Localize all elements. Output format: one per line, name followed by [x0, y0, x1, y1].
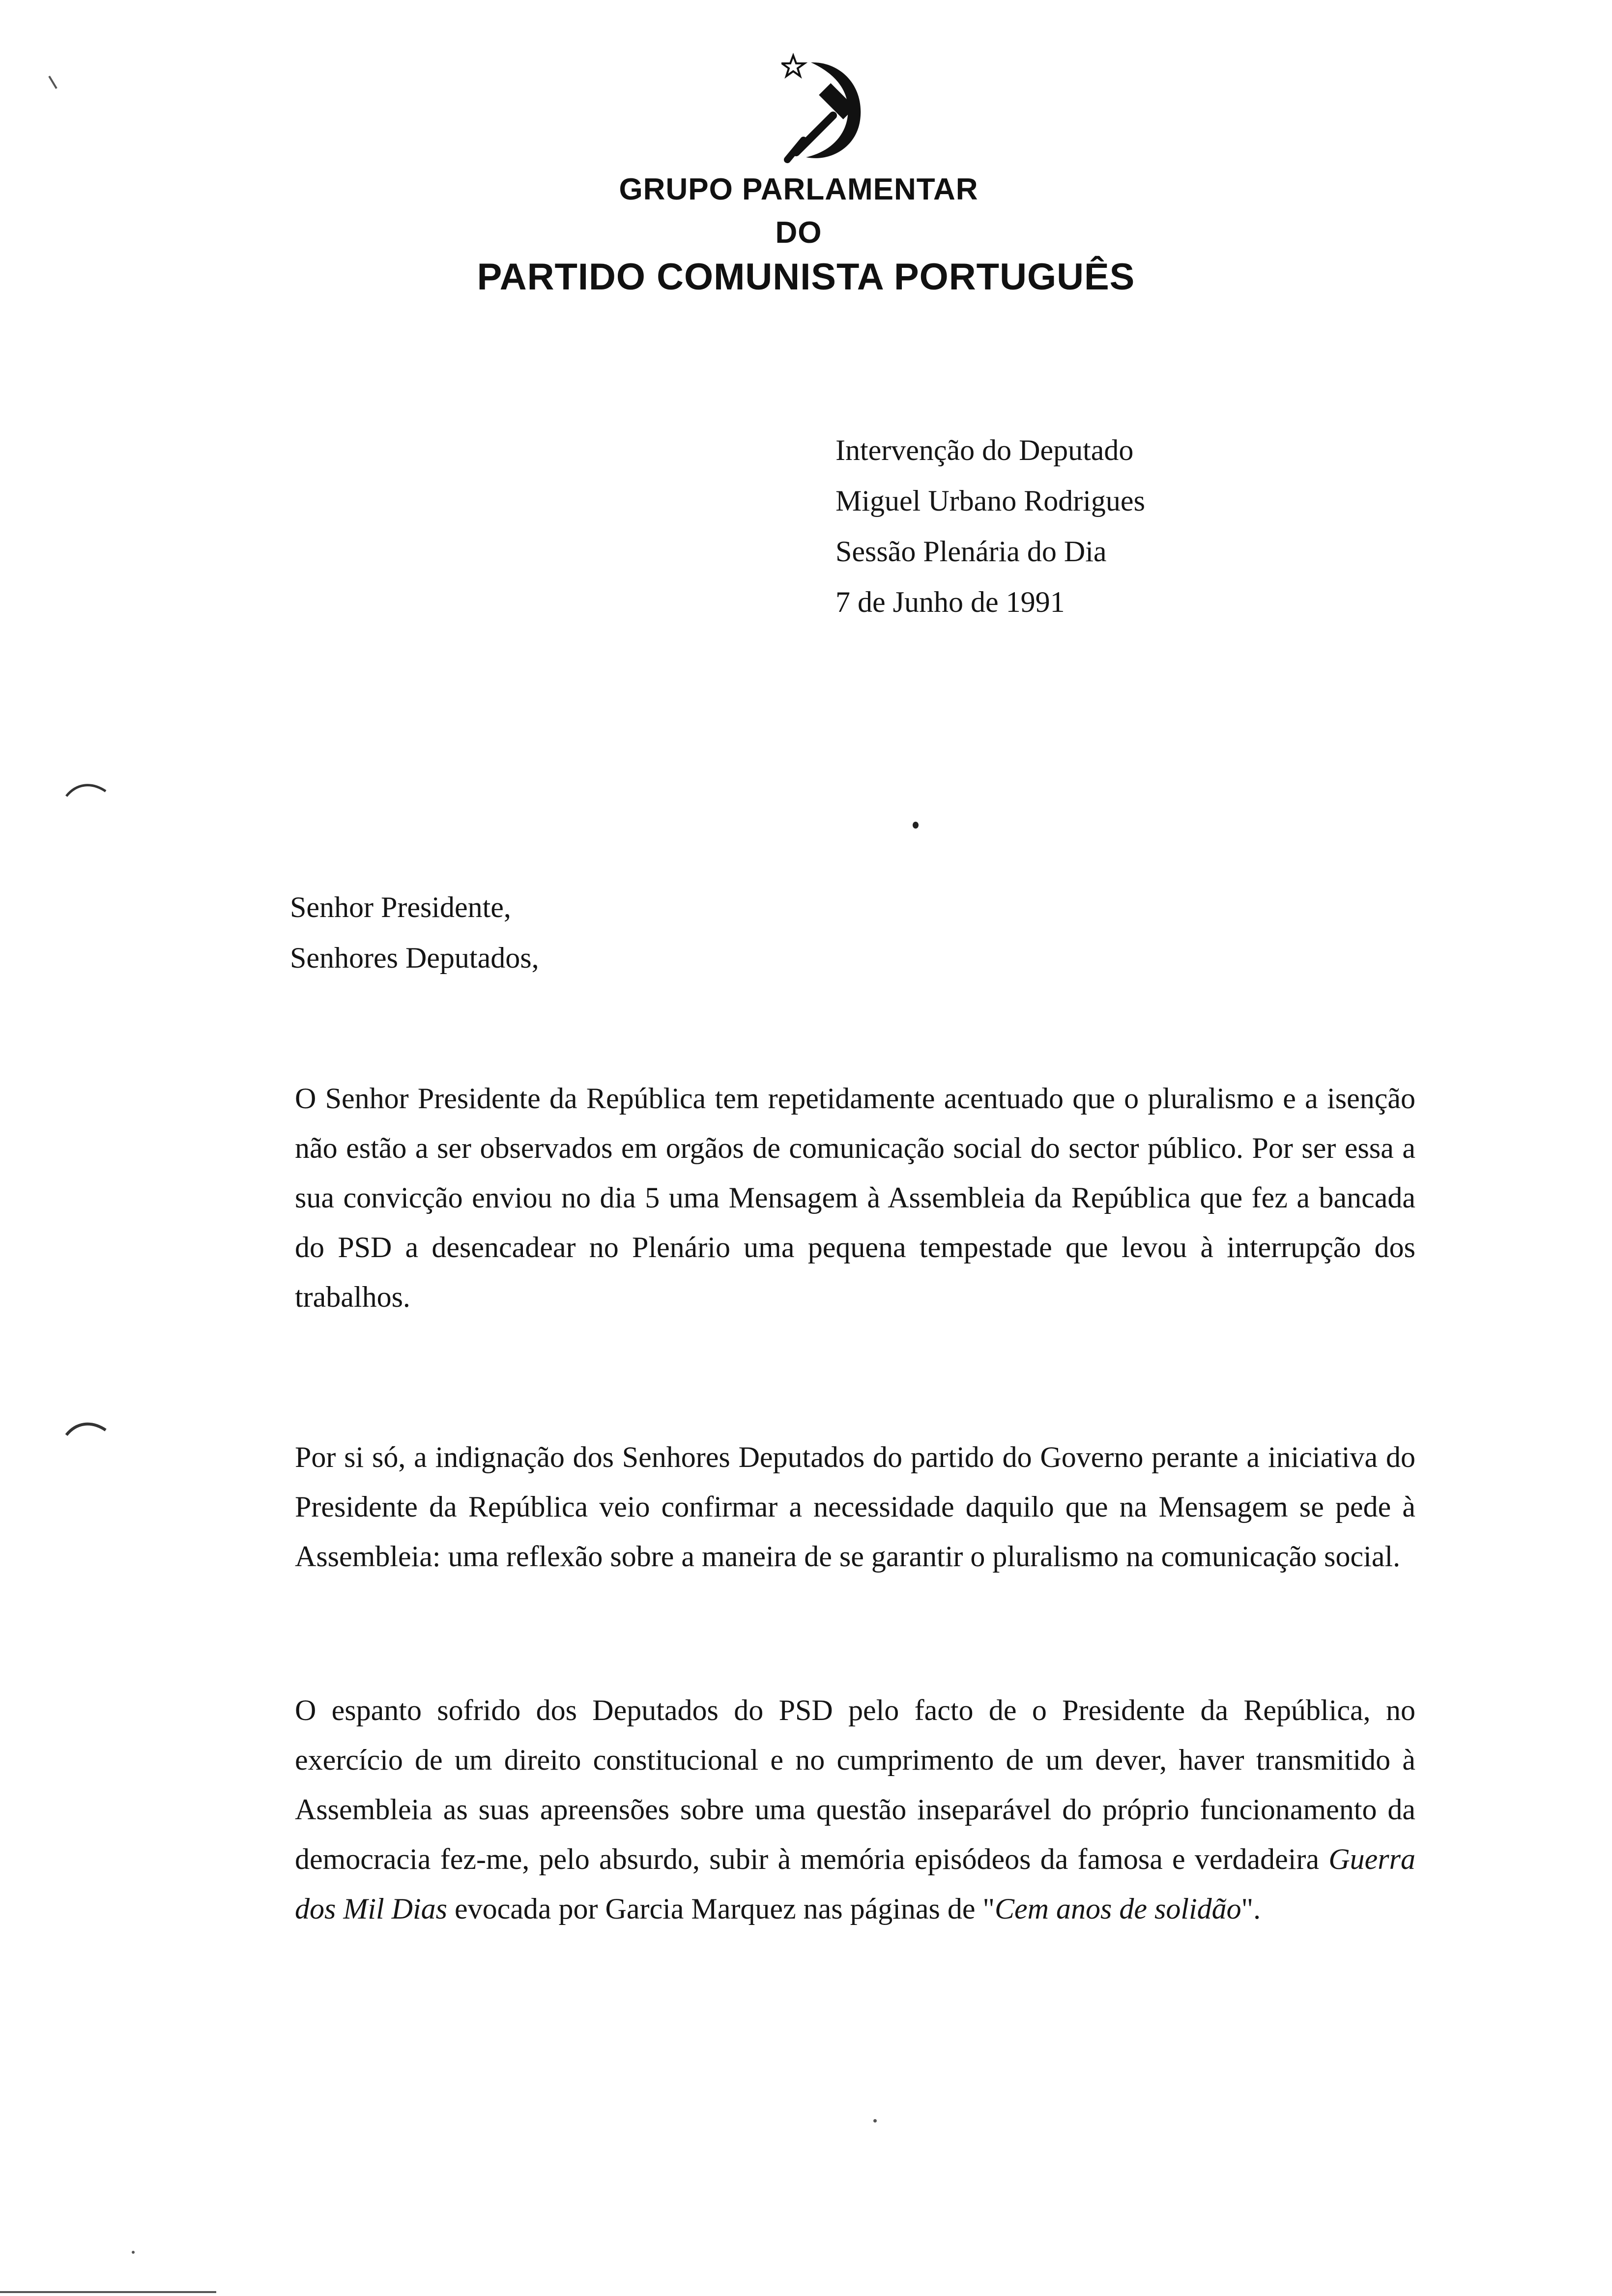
meta-session: Sessão Plenária do Dia: [835, 535, 1107, 568]
letterhead-party-name: PARTIDO COMUNISTA PORTUGUÊS: [477, 256, 1135, 298]
paragraph-3-text-a: O espanto sofrido dos Deputados do PSD pelo facto de o Presidente da República, no exercício de um direito constitucional e no cumprimento de um dever, haver transmitido à Assembleia as suas apreensões sobre uma questão inseparável do próprio funcionamento da democracia fez-me, pelo absurdo, subir à memória episódeos da famosa e verdadeira: [295, 1694, 1415, 1875]
speech-metadata: [835, 425, 1145, 628]
paragraph-3: [295, 1686, 1415, 1934]
salutation-line-1: Senhor Presidente,: [290, 891, 511, 923]
letterhead-line-2: DO: [775, 216, 822, 250]
book-reference-guerra: Guerra dos Mil Dias: [295, 1843, 1416, 1925]
scan-mark-corner: [47, 74, 61, 93]
meta-intervention: Intervenção do Deputado: [835, 434, 1134, 466]
letterhead-line-1: GRUPO PARLAMENTAR: [619, 172, 979, 206]
paragraph-2: Por si só, a indignação dos Senhores Deputados do partido do Governo perante a iniciativa do Presidente da República veio confirmar a necessidade daquilo que na Mensagem se pede à Assembleia: uma reflexão sobre a maneira de se garantir o pluralismo na comunicação social.: [295, 1441, 1415, 1573]
paragraph-3-text-b: evocada por Garcia Marquez nas páginas de ": [455, 1893, 995, 1925]
stray-dot-3: [132, 2251, 135, 2254]
salutation: [290, 882, 539, 983]
meta-date: 7 de Junho de 1991: [835, 586, 1065, 618]
paragraph-3-text-c: ".: [1241, 1893, 1261, 1925]
stray-dot-1: [913, 822, 919, 829]
scan-mark-left-upper: [64, 779, 108, 799]
scan-bottom-edge: [0, 2291, 216, 2293]
scan-mark-left-lower: [64, 1418, 108, 1437]
book-title-cem-anos: Cem anos de solidão: [995, 1893, 1241, 1925]
salutation-line-2: Senhores Deputados,: [290, 942, 539, 974]
stray-dot-2: [873, 2119, 877, 2123]
paragraph-1: O Senhor Presidente da República tem repetidamente acentuado que o pluralismo e a isenção não estão a ser observados em orgãos de comunicação social do sector público. Por ser essa a sua convicção enviou no dia 5 uma Mensagem à Assembleia da República que fez a bancada do PSD a desencadear no Plenário uma pequena tempestade que levou à interrupção dos trabalhos.: [295, 1082, 1415, 1313]
meta-speaker: Miguel Urbano Rodrigues: [835, 485, 1145, 517]
hammer-sickle-star-icon: [781, 52, 890, 170]
